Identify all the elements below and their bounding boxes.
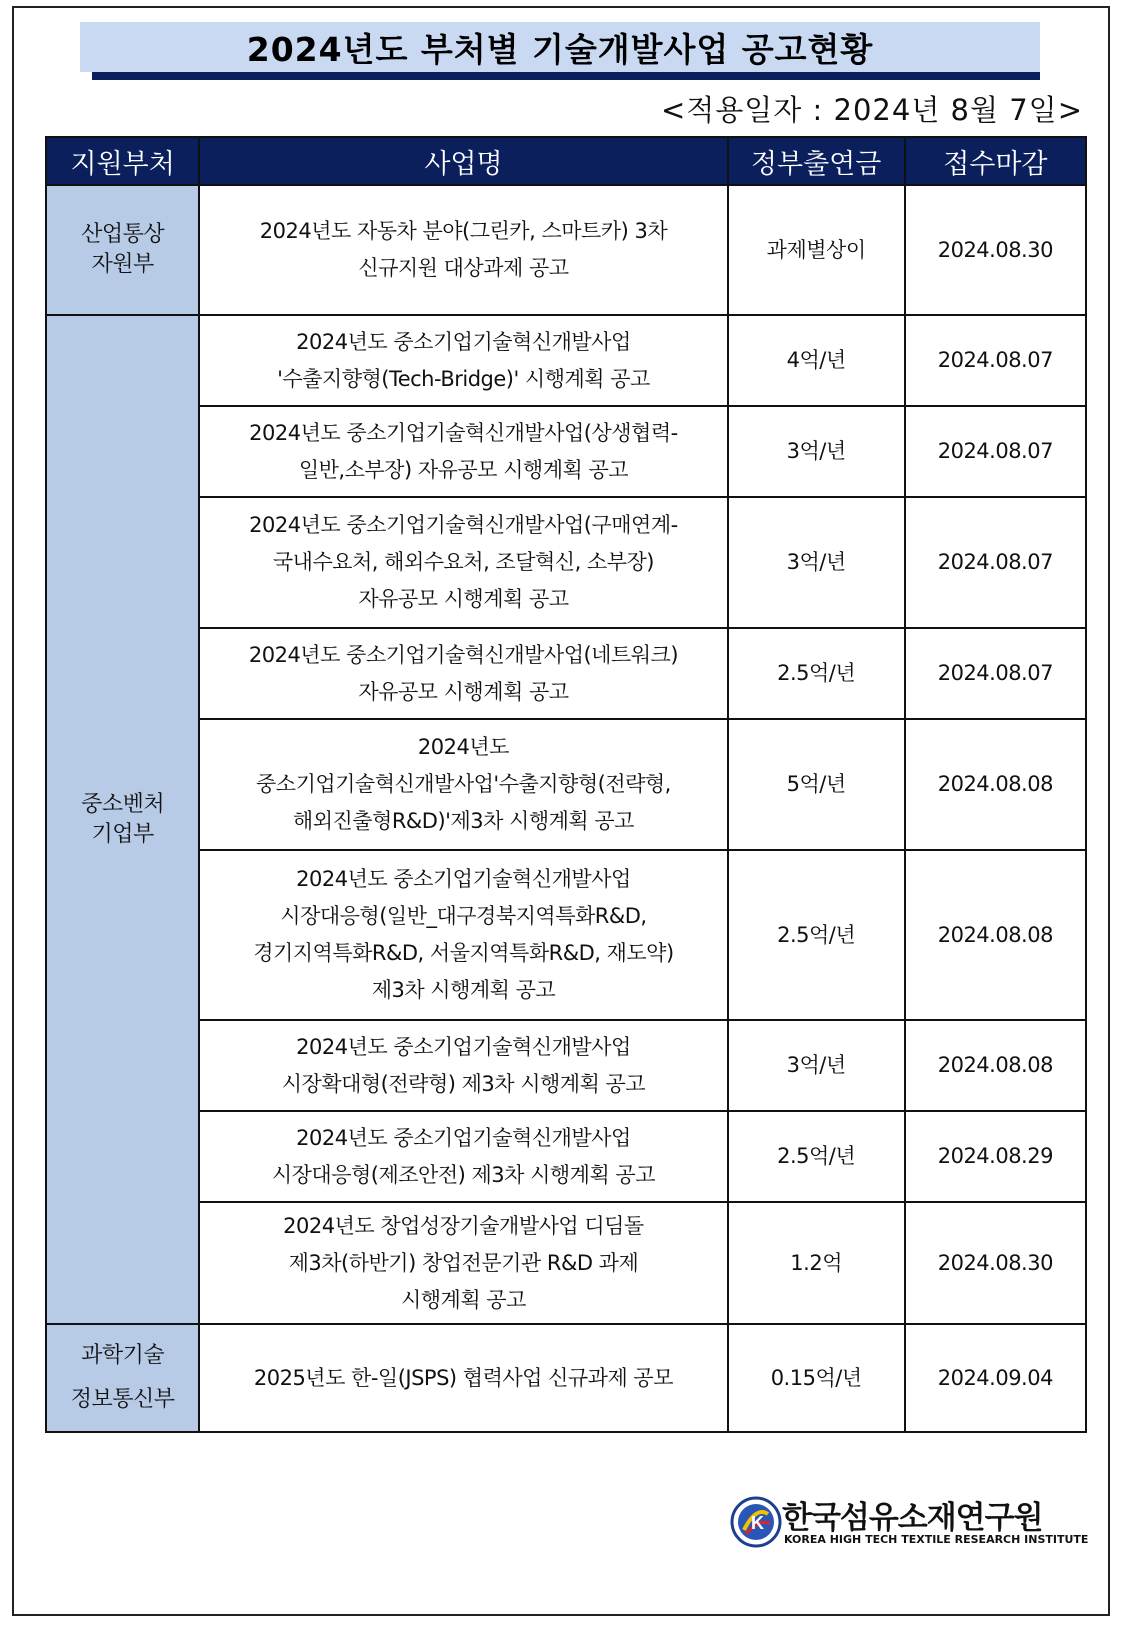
deadline-cell: 2024.08.30: [905, 185, 1086, 315]
funding-cell: 3억/년: [728, 497, 905, 628]
header-deadline: 접수마감: [905, 137, 1086, 185]
program-line: 2024년도 중소기업기술혁신개발사업(구매연계-: [249, 513, 678, 537]
department-line: 정보통신부: [70, 1387, 175, 1412]
department-line: 과학기술: [81, 1343, 165, 1368]
program-line: 2024년도 중소기업기술혁신개발사업: [296, 867, 631, 891]
program-line: 2025년도 한-일(JSPS) 협력사업 신규과제 공모: [253, 1365, 673, 1390]
program-line: 신규지원 대상과제 공고: [358, 256, 569, 280]
header-program-name: 사업명: [199, 137, 727, 185]
program-name-cell: [199, 1202, 727, 1324]
program-line: 제3차(하반기) 창업전문기관 R&D 과제: [288, 1250, 639, 1275]
program-line: 일반,소부장) 자유공모 시행계획 공고: [298, 457, 629, 482]
department-cell-motie: [46, 185, 199, 315]
program-line: 2024년도 중소기업기술혁신개발사업: [296, 329, 631, 354]
department-cell-mss: [46, 315, 199, 1324]
funding-cell: 2.5억/년: [728, 1111, 905, 1202]
program-name-cell: [199, 1020, 727, 1111]
table-row: [46, 1020, 1086, 1111]
header-funding: 정부출연금: [728, 137, 905, 185]
svg-text:K: K: [751, 1513, 764, 1533]
program-line: 중소기업기술혁신개발사업'수출지향형(전략형,: [256, 772, 671, 796]
table-header-row: [46, 137, 1086, 185]
program-line: 경기지역특화R&D, 서울지역특화R&D, 재도약): [253, 941, 674, 965]
program-line: 2024년도 중소기업기술혁신개발사업(네트워크): [248, 642, 679, 667]
deadline-cell: 2024.08.07: [905, 315, 1086, 406]
program-line: 자유공모 시행계획 공고: [358, 679, 569, 704]
program-name-cell: [199, 719, 727, 850]
program-name-cell: [199, 850, 727, 1020]
deadline-cell: 2024.08.08: [905, 850, 1086, 1020]
funding-cell: 5억/년: [728, 719, 905, 850]
institute-logo: [730, 1492, 1089, 1554]
table-row: [46, 850, 1086, 1020]
deadline-cell: 2024.08.08: [905, 1020, 1086, 1111]
program-name-cell: [199, 1111, 727, 1202]
institute-subtitle: KOREA HIGH TECH TEXTILE RESEARCH INSTITUTE: [784, 1533, 1089, 1546]
deadline-cell: 2024.09.04: [905, 1324, 1086, 1432]
funding-cell: 과제별상이: [728, 185, 905, 315]
deadline-cell: 2024.08.07: [905, 628, 1086, 719]
funding-cell: 0.15억/년: [728, 1324, 905, 1432]
program-line: 시장확대형(전략형) 제3차 시행계획 공고: [281, 1071, 646, 1096]
funding-cell: 3억/년: [728, 1020, 905, 1111]
deadline-cell: 2024.08.07: [905, 406, 1086, 497]
program-name-cell: [199, 406, 727, 497]
page-title: 2024년도 부처별 기술개발사업 공고현황: [80, 22, 1040, 72]
program-line: 2024년도 중소기업기술혁신개발사업: [296, 1125, 631, 1150]
program-name-cell: [199, 1324, 727, 1432]
program-line: '수출지향형(Tech-Bridge)' 시행계획 공고: [277, 366, 650, 391]
table-row: [46, 719, 1086, 850]
program-name-cell: [199, 315, 727, 406]
funding-cell: 2.5억/년: [728, 628, 905, 719]
table-row: [46, 1324, 1086, 1432]
department-cell-msit: [46, 1324, 199, 1432]
department-line: 기업부: [91, 821, 154, 847]
deadline-cell: 2024.08.29: [905, 1111, 1086, 1202]
table-row: [46, 1111, 1086, 1202]
program-line: 시장대응형(제조안전) 제3차 시행계획 공고: [271, 1162, 655, 1187]
announcement-table: [45, 136, 1087, 1433]
program-line: 국내수요처, 해외수요처, 조달혁신, 소부장): [272, 550, 654, 574]
table-row: [46, 185, 1086, 315]
institute-emblem-icon: [730, 1496, 782, 1548]
program-name-cell: [199, 497, 727, 628]
funding-cell: 4억/년: [728, 315, 905, 406]
program-line: 2024년도: [417, 735, 509, 759]
funding-cell: 1.2억: [728, 1202, 905, 1324]
deadline-cell: 2024.08.30: [905, 1202, 1086, 1324]
table-row: [46, 406, 1086, 497]
table-row: [46, 315, 1086, 406]
program-line: 제3차 시행계획 공고: [371, 978, 556, 1002]
program-line: 2024년도 중소기업기술혁신개발사업(상생협력-: [249, 420, 678, 445]
funding-cell: 2.5억/년: [728, 850, 905, 1020]
program-line: 2024년도 창업성장기술개발사업 디딤돌: [283, 1213, 644, 1238]
title-banner: [80, 22, 1040, 80]
department-line: 중소벤처: [81, 791, 165, 817]
department-line: 산업통상: [81, 222, 165, 247]
program-name-cell: [199, 185, 727, 315]
header-department: 지원부처: [46, 137, 199, 185]
program-line: 시행계획 공고: [400, 1287, 526, 1312]
program-name-cell: [199, 628, 727, 719]
table-row: [46, 1202, 1086, 1324]
program-line: 시장대응형(일반_대구경북지역특화R&D,: [280, 904, 647, 928]
institute-name: 한국섬유소재연구원: [782, 1500, 1043, 1536]
table-row: [46, 497, 1086, 628]
table-row: [46, 628, 1086, 719]
deadline-cell: 2024.08.08: [905, 719, 1086, 850]
effective-date: <적용일자 : 2024년 8월 7일>: [660, 93, 1083, 127]
program-line: 2024년도 자동차 분야(그린카, 스마트카) 3차: [259, 219, 668, 243]
program-line: 2024년도 중소기업기술혁신개발사업: [296, 1034, 631, 1059]
deadline-cell: 2024.08.07: [905, 497, 1086, 628]
program-line: 해외진출형R&D)'제3차 시행계획 공고: [292, 809, 634, 833]
funding-cell: 3억/년: [728, 406, 905, 497]
department-line: 자원부: [91, 252, 154, 277]
program-line: 자유공모 시행계획 공고: [358, 587, 569, 611]
